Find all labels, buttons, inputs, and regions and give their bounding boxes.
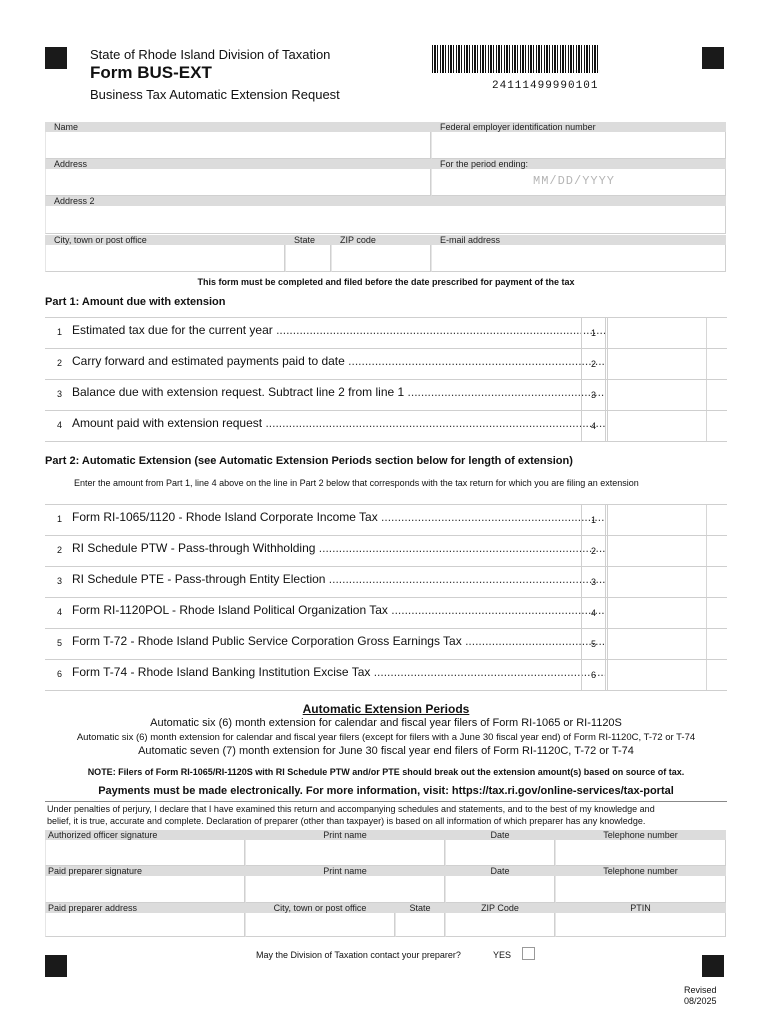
row-divider — [45, 441, 727, 442]
preparer-telephone-field[interactable] — [555, 876, 726, 903]
registration-mark-top-left — [45, 47, 67, 69]
revised-date: 08/2025 — [684, 996, 717, 1006]
city-label: City, town or post office — [45, 235, 285, 245]
line-description: Estimated tax due for the current year ..... — [72, 323, 606, 337]
line-description: Carry forward and estimated payments paid to date ..... — [72, 354, 606, 368]
preparer-print-name-field[interactable] — [245, 876, 445, 903]
preparer-address-label: Paid preparer address — [45, 903, 245, 913]
officer-telephone-field[interactable] — [555, 840, 726, 866]
box-number: 2 — [581, 349, 606, 379]
address-field[interactable] — [45, 169, 431, 196]
period-placeholder: MM/DD/YYYY — [533, 174, 616, 188]
part2-line-4 — [45, 598, 727, 628]
preparer-telephone-label: Telephone number — [555, 866, 726, 876]
name-label: Name — [45, 122, 431, 132]
line-description: Form RI-1120POL - Rhode Island Political Organization Tax ..... — [72, 603, 606, 617]
line-number: 4 — [57, 420, 63, 430]
ptw-amount-field[interactable] — [607, 536, 725, 566]
box-number: 3 — [581, 380, 606, 410]
line-description: Amount paid with extension request ..... — [72, 416, 606, 430]
part2-title: Part 2: Automatic Extension (see Automatic Extension Periods section below for length of extension) — [45, 455, 573, 467]
preparer-city-label: City, town or post office — [245, 903, 395, 913]
form-title: Form BUS-EXT — [90, 63, 212, 82]
address2-label: Address 2 — [45, 196, 726, 206]
line-description: RI Schedule PTE - Pass-through Entity Election ..... — [72, 572, 606, 586]
contact-preparer-question: May the Division of Taxation contact your preparer? — [256, 950, 461, 960]
box-number: 1 — [581, 318, 606, 348]
preparer-date-label: Date — [445, 866, 555, 876]
t-72-amount-field[interactable] — [607, 629, 725, 659]
part2-line-5 — [45, 629, 727, 659]
officer-signature-label: Authorized officer signature — [45, 830, 245, 840]
line-number: 1 — [57, 327, 63, 337]
revised-label: Revised — [684, 985, 717, 995]
officer-signature-field[interactable] — [45, 840, 245, 866]
registration-mark-bottom-right — [702, 955, 724, 977]
line-description: RI Schedule PTW - Pass-through Withholding ..... — [72, 541, 606, 555]
part2-line-2 — [45, 536, 727, 566]
line-number: 3 — [57, 576, 63, 586]
officer-date-label: Date — [445, 830, 555, 840]
pte-note: NOTE: Filers of Form RI-1065/RI-1120S with RI Schedule PTW and/or PTE should break out the extension amount(s) based on source of tax. — [87, 767, 685, 777]
preparer-city-field[interactable] — [245, 913, 395, 937]
extension-period-line-2: Automatic six (6) month extension for calendar and fiscal year filers (except for filers with a June 30 fiscal year end) of Form RI-1120C, T-72 or T-74 — [76, 732, 696, 743]
contact-yes-label: YES — [493, 950, 512, 960]
box-number: 4 — [581, 598, 606, 628]
email-label: E-mail address — [431, 235, 726, 245]
extension-period-line-3: Automatic seven (7) month extension for June 30 fiscal year end filers of Form RI-1120C, T-72 or T-74 — [138, 745, 634, 757]
officer-telephone-label: Telephone number — [555, 830, 726, 840]
zip-label: ZIP code — [331, 235, 431, 245]
period-ending-field[interactable] — [431, 169, 726, 196]
payment-notice: Payments must be made electronically. For more information, visit: https://tax.ri.gov/online-services/tax-portal — [98, 785, 674, 797]
filing-notice: This form must be completed and filed before the date prescribed for payment of the tax — [197, 277, 575, 287]
preparer-date-field[interactable] — [445, 876, 555, 903]
ri-1120pol-amount-field[interactable] — [607, 598, 725, 628]
preparer-signature-field[interactable] — [45, 876, 245, 903]
box-number: 2 — [581, 536, 606, 566]
preparer-ptin-label: PTIN — [555, 903, 726, 913]
extension-periods-title: Automatic Extension Periods — [302, 702, 470, 716]
line-description: Form T-74 - Rhode Island Banking Institution Excise Tax ..... — [72, 665, 606, 679]
preparer-zip-field[interactable] — [445, 913, 555, 937]
box-number: 3 — [581, 567, 606, 597]
line-number: 4 — [57, 607, 63, 617]
declaration-top-rule — [45, 801, 727, 802]
registration-mark-bottom-left — [45, 955, 67, 977]
form-subtitle: Business Tax Automatic Extension Request — [90, 87, 340, 102]
line-number: 1 — [57, 514, 63, 524]
payments-to-date-amount-field[interactable] — [607, 349, 725, 379]
preparer-state-field[interactable] — [395, 913, 445, 937]
line-number: 2 — [57, 358, 63, 368]
line-number: 2 — [57, 545, 63, 555]
preparer-state-label: State — [395, 903, 445, 913]
declaration-line-2: belief, it is true, accurate and complete. Declaration of preparer (other than taxpayer) is based on all information of which preparer has any knowledge. — [47, 816, 646, 826]
preparer-signature-label: Paid preparer signature — [45, 866, 245, 876]
line-number: 6 — [57, 669, 63, 679]
zip-field[interactable] — [331, 245, 431, 272]
fein-field[interactable] — [431, 132, 726, 159]
row-divider — [45, 690, 727, 691]
part1-line-4 — [45, 411, 727, 441]
city-field[interactable] — [45, 245, 285, 272]
balance-due-amount-field[interactable] — [607, 380, 725, 410]
line-description: Form RI-1065/1120 - Rhode Island Corporate Income Tax ..... — [72, 510, 606, 524]
t-74-amount-field[interactable] — [607, 660, 725, 690]
registration-mark-top-right — [702, 47, 724, 69]
declaration-line-1: Under penalties of perjury, I declare that I have examined this return and accompanying schedules and statements, and to the best of my knowledge and — [47, 804, 655, 814]
amount-paid-field[interactable] — [607, 411, 725, 441]
line-number: 5 — [57, 638, 63, 648]
part1-title: Part 1: Amount due with extension — [45, 296, 226, 308]
part1-line-2 — [45, 349, 727, 379]
address2-field[interactable] — [45, 206, 726, 234]
ri-1065-1120-amount-field[interactable] — [607, 505, 725, 535]
email-field[interactable] — [431, 245, 726, 272]
period-label: For the period ending: — [431, 159, 726, 169]
contact-yes-checkbox[interactable] — [522, 947, 535, 960]
pte-amount-field[interactable] — [607, 567, 725, 597]
box-number: 5 — [581, 629, 606, 659]
preparer-ptin-field[interactable] — [555, 913, 726, 937]
box-number: 4 — [581, 411, 606, 441]
address-label: Address — [45, 159, 431, 169]
estimated-tax-amount-field[interactable] — [607, 318, 725, 348]
officer-print-name-label: Print name — [245, 830, 445, 840]
part2-instruction: Enter the amount from Part 1, line 4 above on the line in Part 2 below that corresponds with the tax return for which you are filing an extension — [74, 478, 639, 488]
line-number: 3 — [57, 389, 63, 399]
preparer-zip-label: ZIP Code — [445, 903, 555, 913]
line-description: Balance due with extension request. Subtract line 2 from line 1 ..... — [72, 385, 606, 399]
preparer-print-name-label: Print name — [245, 866, 445, 876]
part2-line-6 — [45, 660, 727, 690]
fein-label: Federal employer identification number — [431, 122, 726, 132]
part1-line-1 — [45, 318, 727, 348]
officer-print-name-field[interactable] — [245, 840, 445, 866]
box-number: 1 — [581, 505, 606, 535]
state-field[interactable] — [285, 245, 331, 272]
officer-date-field[interactable] — [445, 840, 555, 866]
part2-line-3 — [45, 567, 727, 597]
extension-period-line-1: Automatic six (6) month extension for calendar and fiscal year filers of Form RI-1065 or RI-1120S — [150, 717, 622, 729]
preparer-address-field[interactable] — [45, 913, 245, 937]
line-description: Form T-72 - Rhode Island Public Service Corporation Gross Earnings Tax ..... — [72, 634, 606, 648]
box-number: 6 — [581, 660, 606, 690]
name-field[interactable] — [45, 132, 431, 159]
state-label: State — [285, 235, 331, 245]
agency-name: State of Rhode Island Division of Taxation — [90, 47, 331, 62]
barcode-number: 24111499990101 — [492, 80, 599, 92]
part1-line-3 — [45, 380, 727, 410]
barcode — [432, 45, 598, 73]
part2-line-1 — [45, 505, 727, 535]
